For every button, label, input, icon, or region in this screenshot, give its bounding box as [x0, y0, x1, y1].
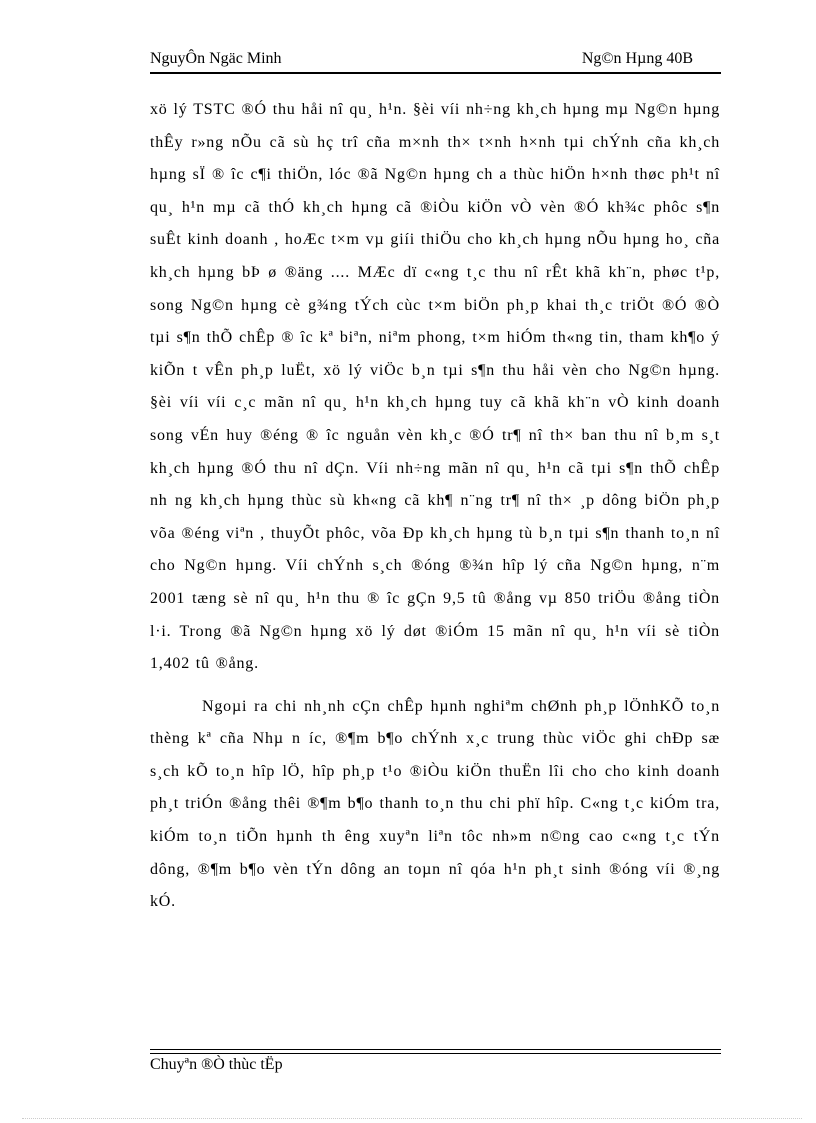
paragraph-1: xö lý TSTC ®Ó thu håi nî qu¸ h¹n. §èi víi nh÷ng kh¸ch hµng mµ Ng©n hµng thÊy r»ng nÕu cã sù hç trî cña m×nh th× t×nh h×nh tµi chÝnh cña kh¸ch hµng sÏ ® îc c¶i thiÖn, lóc ®ã Ng©n hµng ch a thùc hiÖn h×nh thøc ph¹t nî qu¸ h¹n mµ cã thÓ kh¸ch hµng cã ®iÒu kiÖn vÒ vèn ®Ó kh¾c phôc s¶n suÊt kinh doanh , hoÆc t×m vµ giíi thiÖu cho kh¸ch hµng nÕu hµng ho¸ cña kh¸ch hµng bÞ ø ®äng .... MÆc dï c«ng t¸c thu nî rÊt khã kh¨n, phøc t¹p, song Ng©n hµng cè g¾ng tÝch cùc t×m biÖn ph¸p khai th¸c triÖt ®Ó ®Ò tµi s¶n thÕ chÊp ® îc kª biªn, niªm phong, t×m hiÓm th«ng tin, tham kh¶o ý kiÕn t vÊn ph¸p luËt, xö lý viÖc b¸n tµi s¶n thu håi vèn cho Ng©n hµng. §èi víi víi c¸c mãn nî qu¸ h¹n kh¸ch hµng tuy cã khã kh¨n vÒ kinh doanh song vÉn huy ®éng ® îc nguån vèn kh¸c ®Ó tr¶ nî th× ban thu nî b¸m s¸t kh¸ch hµng ®Ó thu nî dÇn. Víi nh÷ng mãn nî qu¸ h¹n cã tµi s¶n thÕ chÊp nh ng kh¸ch hµng thùc sù kh«ng cã kh¶ n¨ng tr¶ nî th× ¸p dông biÖn ph¸p võa ®éng viªn , thuyÕt phôc, võa Ðp kh¸ch hµng tù b¸n tµi s¶n thanh to¸n nî cho Ng©n hµng. Víi chÝnh s¸ch ®óng ®¾n hîp lý cña Ng©n hµng, n¨m 2001 tæng sè nî qu¸ h¹n thu ® îc gÇn 9,5 tû ®ång vµ 850 triÖu ®ång tiÒn l·i. Trong ®ã Ng©n hµng xö lý døt ®iÓm 15 mãn nî qu¸ h¹n víi sè tiÒn 1,402 tû ®ång. — [150, 101, 720, 673]
page-bottom-edge — [22, 1118, 802, 1119]
header-organization: Ng©n Hµng 40B — [581, 50, 693, 67]
page-header — [150, 48, 721, 74]
body-text — [150, 94, 720, 919]
page-footer: Chuyªn ®Ò thùc tËp — [150, 1056, 283, 1073]
header-author: NguyÔn Ngäc Minh — [150, 50, 282, 67]
paragraph-2: Ngoµi ra chi nh¸nh cÇn chÊp hµnh nghiªm chØnh ph¸p lÖnhKÕ to¸n thèng kª cña Nhµ n íc, ®¶m b¶o chÝnh x¸c trung thùc viÖc ghi chÐp sæ s¸ch kÕ to¸n hîp lÖ, hîp ph¸p t¹o ®iÒu kiÖn thuËn lîi cho cho kinh doanh ph¸t triÓn ®ång thêi ®¶m b¶o thanh to¸n thu chi phï hîp. C«ng t¸c kiÓm tra, kiÓm to¸n tiÕn hµnh th êng xuyªn liªn tôc nh»m n©ng cao c«ng t¸c tÝn dông, ®¶m b¶o vèn tÝn dông an toµn nî qóa h¹n ph¸t sinh ®óng víi ®¸ng kÓ. — [150, 697, 720, 911]
footer-divider — [150, 1049, 721, 1054]
